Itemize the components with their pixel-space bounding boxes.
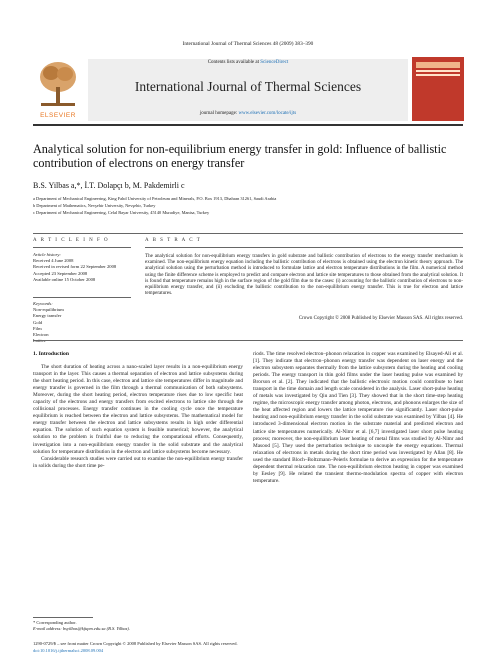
info-top-rule — [33, 233, 463, 234]
author-list: B.S. Yilbas a,*, İ.T. Dolapçı b, M. Pakdemirli c — [33, 181, 185, 190]
paragraph: The short duration of heating across a nano-scaled layer results in a non-equilibrium energy transport in the layer. This causes a thermal separation of electron and lattice subsystems during the short heating period. In this case, electron and lattice site temperatures differ in magnitude and energy transfer is governed in the film through a thermal communication of both subsystems. Moreover, during the short heating period, electron temperature rises due to low specific heat capacity of the electrons and energy transfers from excited electrons to lattice site through the collisional processes. Energy transfer continues in the cooling cycle once the temperature equilibrium is reached between the electron and lattice subsystems. The mathematical model for energy transfer between the electron and lattice subsystems results in high order differential equation. The solution of such equation system is feasible numerical; however, the analytical solution to the problem is fruitful due to reducing the computational efforts. Consequently, investigation into a non-equilibrium energy transfer in the solid substrate and the analytical solution for temperature distribution in the electron and lattice subsystems become necessary. — [33, 364, 243, 455]
article-title: Analytical solution for non-equilibrium energy transfer in gold: Influence of ballistic contribution of electrons on energy transfer — [33, 142, 447, 170]
cover-line — [416, 74, 460, 76]
keyword: Film — [33, 325, 42, 331]
keyword: Gold — [33, 319, 43, 325]
info-rule — [33, 247, 131, 248]
paragraph: Considerable research studies were carried out to examine the non-equilibrium energy transfer in solids during the short time pe- — [33, 455, 243, 469]
footnote — [33, 620, 243, 632]
journal-homepage-link[interactable]: www.elsevier.com/locate/ijts — [238, 111, 297, 116]
abstract-rule — [145, 247, 463, 248]
keywords-block — [33, 301, 128, 344]
cover-line — [416, 70, 460, 72]
keyword: Electron — [33, 332, 49, 338]
contents-line: Contents lists available at ScienceDirect — [207, 60, 289, 65]
cover-title-band — [416, 62, 460, 68]
article-info-heading: A R T I C L E I N F O — [33, 238, 110, 243]
copyright-line: Crown Copyright © 2008 Published by Elsevier Masson SAS. All rights reserved. — [298, 316, 463, 321]
body-column-right — [253, 351, 463, 485]
keywords-label: Keywords: — [33, 301, 53, 306]
keyword: Lattice — [33, 338, 46, 344]
abstract-text: The analytical solution for non-equilibrium energy transfers in gold substrate and ballistic contribution of electrons to the energy transfer mechanism is examined. The non-equilibrium energy equation including the ballistic contribution of electrons is obtained using the electron kinetic theory approach. The analytical solution using the perturbation method is introduced to formulate lattice and electron temperature distributions in the film. A numerical method using the finite difference scheme is employed to predict and compare electron and lattice site temperatures to those obtained from the analytical solution. It is found that temperature remains high in the surface region of the gold film due to the cases: (i) accounting for the ballistic contribution of electrons to non-equilibrium energy transfer, and (ii) excluding the ballistic contribution to the non-equilibrium energy transfer. This is true for electron and lattice temperatures. — [145, 253, 463, 297]
abstract-heading: A B S T R A C T — [145, 238, 202, 243]
publisher-logo-text: ELSEVIER — [40, 112, 76, 119]
journal-reference: International Journal of Thermal Sciences 48 (2009) 383–390 — [182, 41, 314, 47]
keyword: Energy transfer — [33, 313, 62, 319]
history-online: Available online 15 October 2008 — [33, 276, 96, 282]
sciencedirect-link[interactable]: ScienceDirect — [260, 60, 289, 65]
abstract-bottom-rule — [33, 340, 463, 341]
header-rule — [33, 124, 463, 126]
issn-line: 1290-0729/$ – see front matter Crown Copyright © 2008 Published by Elsevier Masson SAS. All rights reserved. — [33, 641, 238, 646]
article-history — [33, 252, 128, 283]
affiliation-c: c Department of Mechanical Engineering, Celal Bayar University, 45140 Muradiye, Manisa, Turkey — [33, 210, 210, 215]
doi-link[interactable]: doi:10.1016/j.ijthermalsci.2008.09.004 — [33, 648, 104, 653]
body-column-left — [33, 364, 243, 470]
history-revised: Received in revised form 22 September 2008 — [33, 264, 117, 270]
homepage-line: journal homepage: www.elsevier.com/locate/ijts — [199, 111, 297, 116]
corresponding-author-note: * Corresponding author. — [33, 620, 77, 625]
history-received: Received 4 June 2008 — [33, 258, 74, 264]
footnote-rule — [33, 617, 93, 618]
author-email[interactable]: E-mail address: bsyilbas@kfupm.edu.sa (B.S. Yilbas). — [33, 626, 131, 631]
elsevier-tree-logo — [33, 57, 83, 119]
affiliation-a: a Department of Mechanical Engineering, King Fahd University of Petroleum and Minerals, P.O. Box 1913, Dhahran 31261, Saudi Arabia — [33, 196, 277, 201]
affiliation-b: b Department of Mathematics, Nevşehir University, Nevşehir, Turkey — [33, 203, 156, 208]
history-accepted: Accepted 23 September 2008 — [33, 270, 88, 276]
keyword: Non-equilibrium — [33, 307, 64, 313]
keywords-rule — [33, 297, 131, 298]
paragraph: riods. The time resolved electron–phonon relaxation in copper was examined by Elsayed-Ali et al. [1]. They indicate that electron–phonon energy transfer was dependent on laser energy and the electron subsystem separates thermally from the lattice subsystem during the heating and cooling periods. The energy transport in thin gold films under the laser heating pulse was examined by Brorson et al. [2]. They indicated that the ballistic electronic motion could contribute to heat transport in the time domain and length scale considered in the analysis. Laser short-pulse heating of metals was investigated by Qiu and Tien [3]. They showed that in the short time-step heating regime, the microscopic energy transfer among photon, electrons, and phonons enlarges the size of the heat affected region and lowers the lattice temperature rise significantly. Laser short-pulse heating and non-equilibrium energy transfer in the solid substrate was examined by Yilbas [4]. He introduced 3-dimensional electron motion in the substrate material and predicted electron and lattice site temperatures numerically. Al-Nimr et al. [6,7] investigated laser short pulse heating process; moreover, the non-equilibrium laser heating of metal films was studied by Al-Nimr and Masood [5]. They used the perturbation technique to uncouple the energy equations. Thermal relaxation of electrons in metals during the short time period was investigated by Allan [8]. He used the standard Bloch–Boltzmann–Peierls formulae to derive an expression for the temperature dependent thermal relaxation rate. The non-equilibrium electron heating in copper was examined by Eesley [9]. He related the transient thermo-modulation spectra of copper with electron temperature. — [253, 351, 463, 484]
section-heading: 1. Introduction — [33, 351, 69, 357]
history-label: Article history: — [33, 252, 61, 257]
journal-title: International Journal of Thermal Sciences — [134, 79, 362, 94]
